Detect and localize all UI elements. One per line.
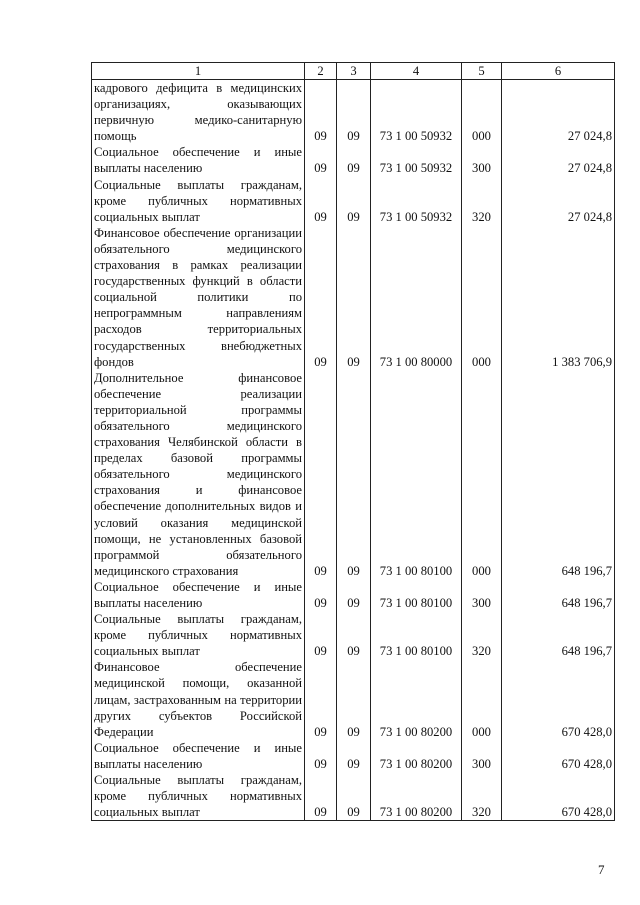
section-code: 09 — [305, 370, 337, 579]
table-row — [92, 225, 615, 370]
section-code: 09 — [305, 225, 337, 370]
amount: 27 024,8 — [502, 80, 615, 145]
table-row — [92, 659, 615, 739]
table-row — [92, 370, 615, 579]
amount: 27 024,8 — [502, 177, 615, 225]
subsection-code: 09 — [337, 772, 371, 821]
expense-type-code: 000 — [462, 80, 502, 145]
target-article-code: 73 1 00 50932 — [371, 80, 462, 145]
page-number: 7 — [598, 862, 605, 877]
target-article-code: 73 1 00 80100 — [371, 579, 462, 611]
expense-type-code: 320 — [462, 611, 502, 659]
target-article-code: 73 1 00 80000 — [371, 225, 462, 370]
subsection-code: 09 — [337, 225, 371, 370]
amount: 670 428,0 — [502, 659, 615, 739]
expense-type-code: 000 — [462, 225, 502, 370]
column-header: 5 — [462, 63, 502, 80]
section-code: 09 — [305, 772, 337, 821]
subsection-code: 09 — [337, 80, 371, 145]
target-article-code: 73 1 00 80100 — [371, 370, 462, 579]
target-article-code: 73 1 00 80200 — [371, 659, 462, 739]
expense-type-code: 000 — [462, 370, 502, 579]
target-article-code: 73 1 00 80100 — [371, 611, 462, 659]
expense-name: кадрового дефицита в медицинских организациях, оказывающих первичную медико-санитарную помощь — [92, 80, 305, 145]
expense-name: Социальное обеспечение и иные выплаты населению — [92, 740, 305, 772]
table-row — [92, 144, 615, 176]
table-row — [92, 740, 615, 772]
table-row — [92, 579, 615, 611]
expense-type-code: 300 — [462, 740, 502, 772]
amount: 670 428,0 — [502, 740, 615, 772]
table-body — [92, 80, 615, 821]
subsection-code: 09 — [337, 659, 371, 739]
expense-type-code: 320 — [462, 772, 502, 821]
column-header: 6 — [502, 63, 615, 80]
section-code: 09 — [305, 659, 337, 739]
subsection-code: 09 — [337, 740, 371, 772]
expense-name: Финансовое обеспечение организации обязательного медицинского страхования в рамках реализации государственных функций в области социальной политики по непрограммным направлениям расходов территориальных государственных внебюджетных фондов — [92, 225, 305, 370]
target-article-code: 73 1 00 50932 — [371, 144, 462, 176]
target-article-code: 73 1 00 80200 — [371, 772, 462, 821]
table-row — [92, 772, 615, 821]
subsection-code: 09 — [337, 611, 371, 659]
expense-name: Социальное обеспечение и иные выплаты населению — [92, 144, 305, 176]
subsection-code: 09 — [337, 144, 371, 176]
column-header: 4 — [371, 63, 462, 80]
table-row — [92, 80, 615, 145]
subsection-code: 09 — [337, 579, 371, 611]
section-code: 09 — [305, 177, 337, 225]
expense-type-code: 320 — [462, 177, 502, 225]
expense-name: Социальные выплаты гражданам, кроме публичных нормативных социальных выплат — [92, 611, 305, 659]
target-article-code: 73 1 00 80200 — [371, 740, 462, 772]
section-code: 09 — [305, 740, 337, 772]
expense-name: Социальные выплаты гражданам, кроме публичных нормативных социальных выплат — [92, 177, 305, 225]
expense-type-code: 300 — [462, 579, 502, 611]
amount: 648 196,7 — [502, 370, 615, 579]
header-row — [92, 63, 615, 80]
expense-name: Финансовое обеспечение медицинской помощи, оказанной лицам, застрахованным на территории других субъектов Российской Федерации — [92, 659, 305, 739]
section-code: 09 — [305, 80, 337, 145]
table-row — [92, 611, 615, 659]
column-header: 3 — [337, 63, 371, 80]
amount: 1 383 706,9 — [502, 225, 615, 370]
amount: 648 196,7 — [502, 611, 615, 659]
expense-type-code: 300 — [462, 144, 502, 176]
amount: 648 196,7 — [502, 579, 615, 611]
subsection-code: 09 — [337, 177, 371, 225]
budget-table — [91, 62, 615, 821]
expense-name: Дополнительное финансовое обеспечение реализации территориальной программы обязательного медицинского страхования Челябинской области в пределах базовой программы обязательного медицинского страхования и финансовое обеспечение дополнительных видов и условий оказания медицинской помощи, не установленных базовой программой обязательного медицинского страхования — [92, 370, 305, 579]
expense-name: Социальные выплаты гражданам, кроме публичных нормативных социальных выплат — [92, 772, 305, 821]
section-code: 09 — [305, 144, 337, 176]
subsection-code: 09 — [337, 370, 371, 579]
expense-type-code: 000 — [462, 659, 502, 739]
amount: 670 428,0 — [502, 772, 615, 821]
target-article-code: 73 1 00 50932 — [371, 177, 462, 225]
section-code: 09 — [305, 611, 337, 659]
expense-name: Социальное обеспечение и иные выплаты населению — [92, 579, 305, 611]
table-row — [92, 177, 615, 225]
amount: 27 024,8 — [502, 144, 615, 176]
column-header: 1 — [92, 63, 305, 80]
column-header: 2 — [305, 63, 337, 80]
section-code: 09 — [305, 579, 337, 611]
